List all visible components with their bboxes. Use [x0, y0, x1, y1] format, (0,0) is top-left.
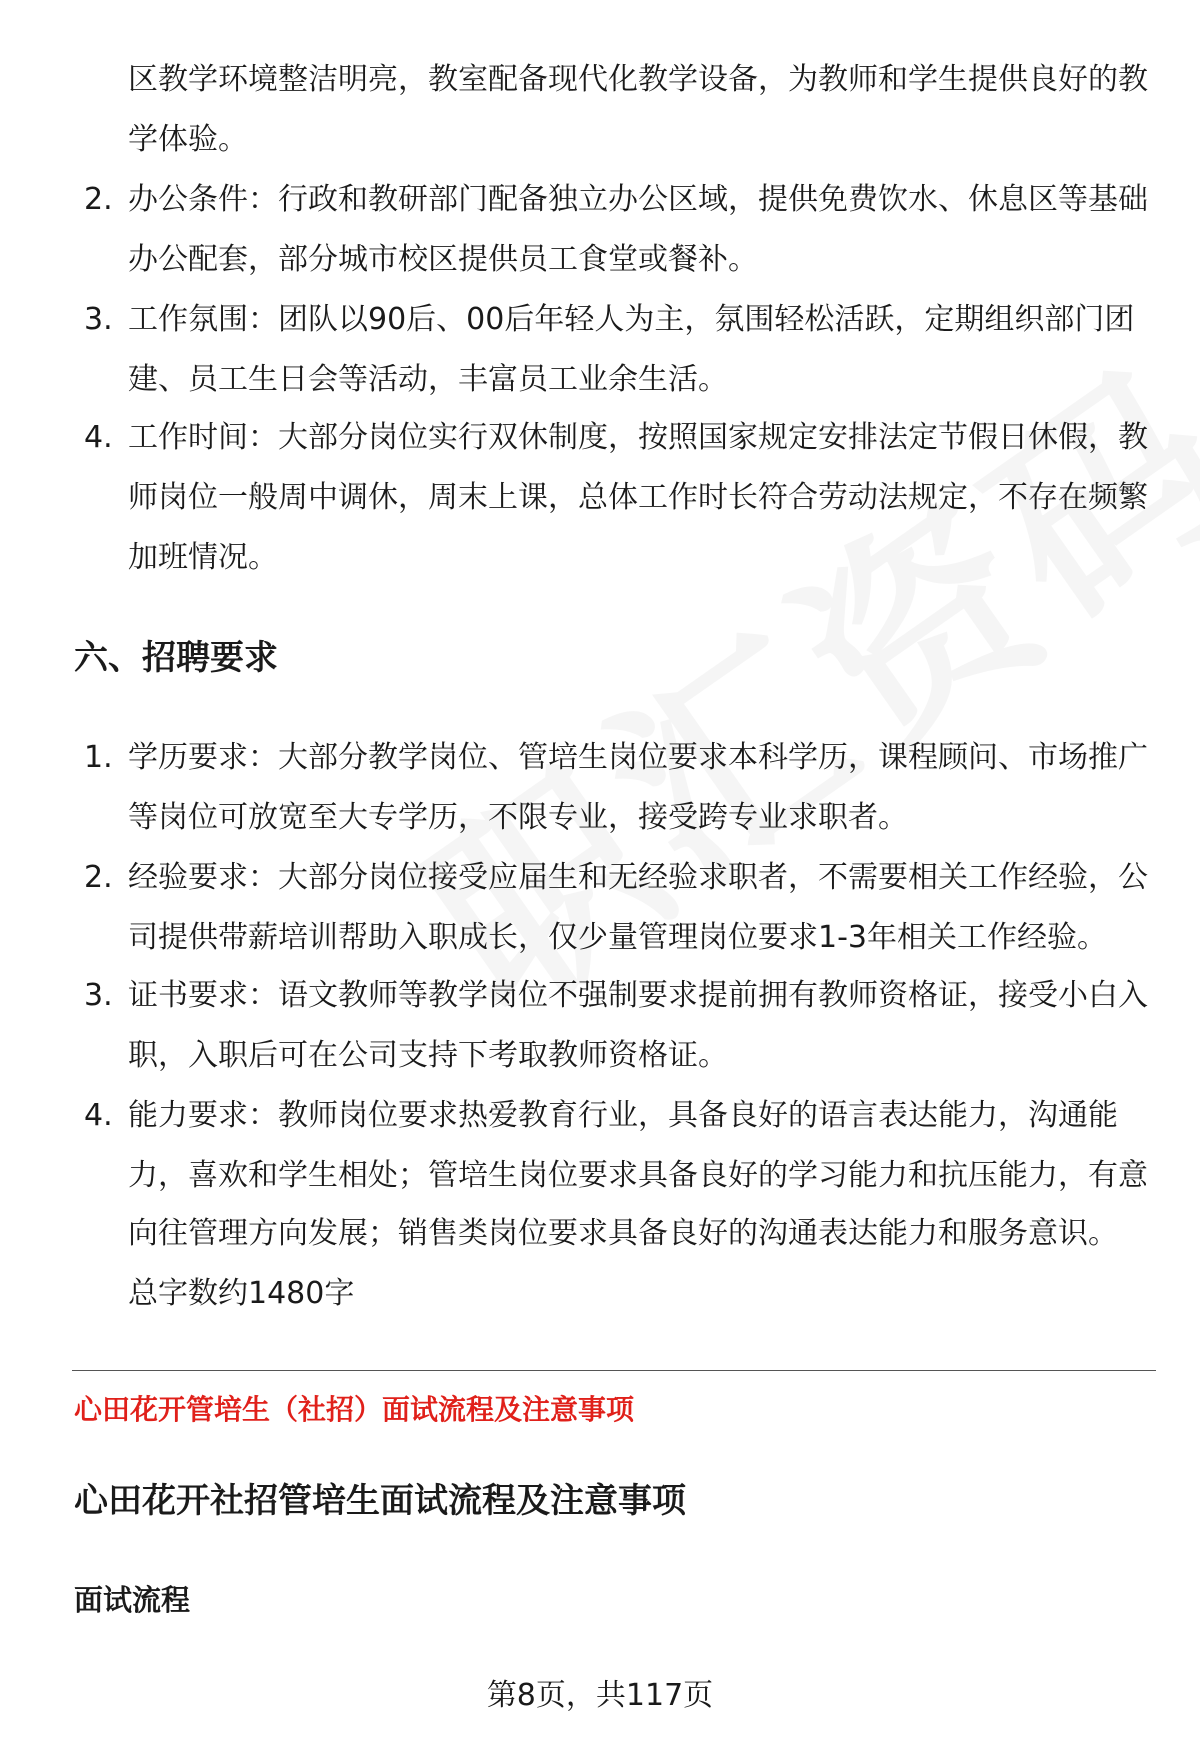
section-heading: 六、招聘要求 — [74, 638, 278, 678]
list-number: 1. — [84, 740, 113, 775]
list-item-line: 学历要求：大部分教学岗位、管培生岗位要求本科学历，课程顾问、市场推广 — [128, 740, 1148, 775]
list-item-line: 证书要求：语文教师等教学岗位不强制要求提前拥有教师资格证，接受小白入 — [128, 978, 1148, 1013]
subheading-interview-process: 面试流程 — [74, 1583, 191, 1617]
list-number: 2. — [84, 182, 113, 217]
list-number: 4. — [84, 420, 113, 455]
list-item-line: 办公条件：行政和教研部门配备独立办公区域，提供免费饮水、休息区等基础 — [128, 182, 1148, 217]
list-item-line: 师岗位一般周中调休，周末上课，总体工作时长符合劳动法规定，不存在频繁 — [128, 480, 1148, 515]
list-item-line: 加班情况。 — [128, 540, 278, 575]
list-item-line: 司提供带薪培训帮助入职成长，仅少量管理岗位要求1-3年相关工作经验。 — [128, 920, 1107, 955]
list-item-line: 力，喜欢和学生相处；管培生岗位要求具备良好的学习能力和抗压能力，有意 — [128, 1158, 1148, 1193]
list-item-line: 等岗位可放宽至大专学历，不限专业，接受跨专业求职者。 — [128, 800, 908, 835]
list-item-line: 办公配套，部分城市校区提供员工食堂或餐补。 — [128, 242, 758, 277]
list-number: 2. — [84, 860, 113, 895]
article-title: 心田花开社招管培生面试流程及注意事项 — [74, 1481, 686, 1521]
list-item-line: 向往管理方向发展；销售类岗位要求具备良好的沟通表达能力和服务意识。 — [128, 1216, 1118, 1251]
list-number: 3. — [84, 978, 113, 1013]
list-number: 4. — [84, 1098, 113, 1133]
list-item-line: 能力要求：教师岗位要求热爱教育行业，具备良好的语言表达能力，沟通能 — [128, 1098, 1118, 1133]
list-item-line: 建、员工生日会等活动，丰富员工业余生活。 — [128, 362, 728, 397]
word-count-note: 总字数约1480字 — [128, 1276, 355, 1311]
paragraph-line: 学体验。 — [128, 122, 248, 157]
list-item-line: 职，入职后可在公司支持下考取教师资格证。 — [128, 1038, 728, 1073]
paragraph-line: 区教学环境整洁明亮，教室配备现代化教学设备，为教师和学生提供良好的教 — [128, 62, 1148, 97]
divider — [72, 1370, 1156, 1371]
list-item-line: 经验要求：大部分岗位接受应届生和无经验求职者，不需要相关工作经验，公 — [128, 860, 1148, 895]
list-number: 3. — [84, 302, 113, 337]
list-item-line: 工作氛围：团队以90后、00后年轻人为主，氛围轻松活跃，定期组织部门团 — [128, 302, 1135, 337]
red-article-title: 心田花开管培生（社招）面试流程及注意事项 — [74, 1393, 635, 1426]
page-number: 第8页，共117页 — [486, 1678, 714, 1713]
list-item-line: 工作时间：大部分岗位实行双休制度，按照国家规定安排法定节假日休假，教 — [128, 420, 1148, 455]
